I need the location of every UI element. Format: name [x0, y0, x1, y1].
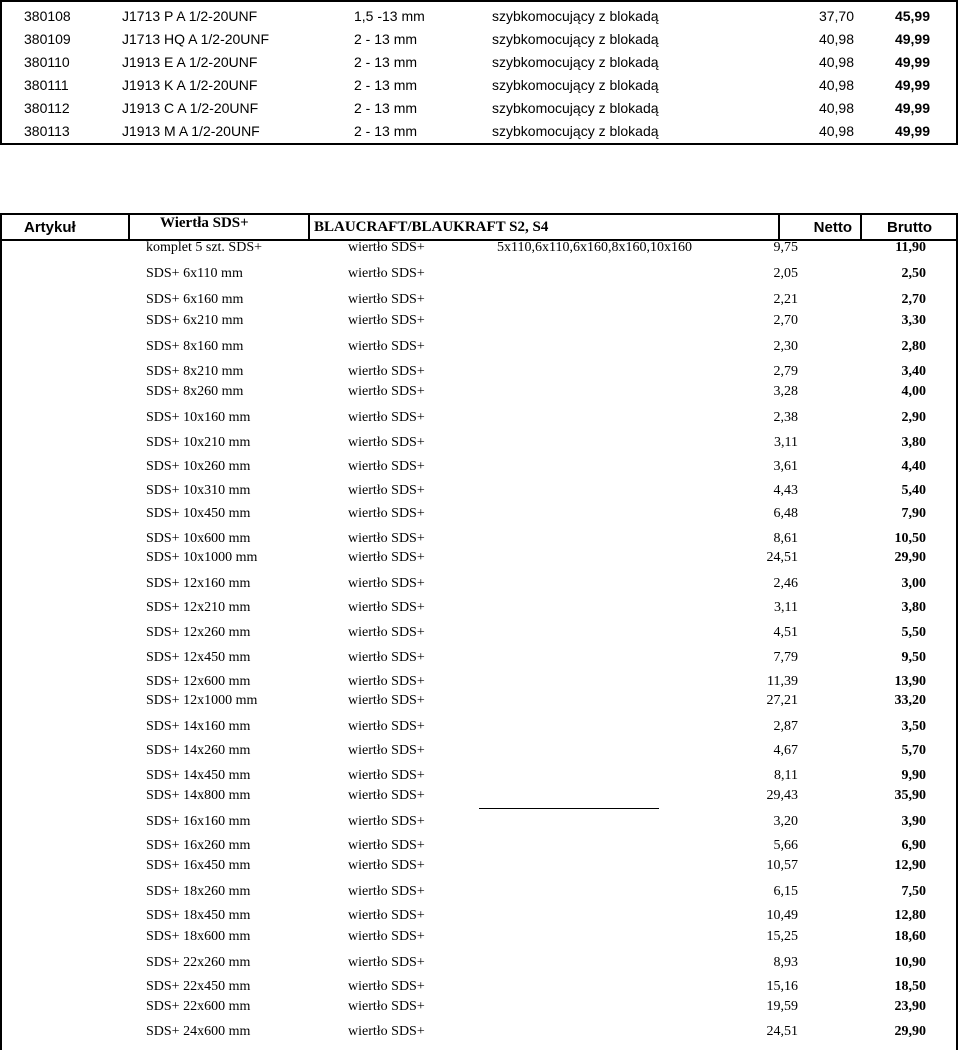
net-price: 40,98 — [818, 123, 854, 139]
product-type: wiertło SDS+ — [348, 625, 425, 640]
table-row — [2, 338, 956, 358]
gross-price: 9,50 — [901, 650, 926, 665]
net-price: 8,93 — [773, 955, 798, 970]
gross-price: 4,00 — [901, 384, 926, 399]
table-header — [2, 215, 956, 241]
table-row — [2, 458, 956, 478]
net-price: 2,46 — [773, 576, 798, 591]
product-type: wiertło SDS+ — [348, 814, 425, 829]
product-name: SDS+ 12x260 mm — [146, 625, 251, 640]
header-brand: BLAUCRAFT/BLAUKRAFT S2, S4 — [314, 219, 549, 235]
column-divider — [778, 215, 780, 239]
product-type: wiertło SDS+ — [348, 459, 425, 474]
product-type: wiertło SDS+ — [348, 955, 425, 970]
model-name: J1913 E A 1/2-20UNF — [122, 54, 258, 70]
net-price: 15,25 — [766, 929, 798, 944]
gross-price: 3,80 — [901, 600, 926, 615]
product-type: wiertło SDS+ — [348, 266, 425, 281]
product-name: SDS+ 16x160 mm — [146, 814, 251, 829]
clamping-range: 1,5 -13 mm — [354, 8, 425, 24]
table-row — [2, 978, 956, 998]
table-row — [2, 692, 956, 712]
gross-price: 49,99 — [894, 54, 930, 70]
product-type: wiertło SDS+ — [348, 410, 425, 425]
product-type: wiertło SDS+ — [348, 384, 425, 399]
gross-price: 11,90 — [895, 240, 926, 255]
article-number: 380108 — [24, 8, 71, 24]
model-name: J1913 C A 1/2-20UNF — [122, 100, 259, 116]
clamping-range: 2 - 13 mm — [354, 31, 418, 47]
table-row — [2, 998, 956, 1018]
net-price: 3,61 — [773, 459, 798, 474]
article-number: 380113 — [24, 123, 70, 139]
product-type: wiertło SDS+ — [348, 550, 425, 565]
net-price: 4,43 — [773, 483, 798, 498]
net-price: 7,79 — [773, 650, 798, 665]
net-price: 2,70 — [773, 313, 798, 328]
chuck-type: szybkomocujący z blokadą — [492, 54, 659, 70]
product-name: SDS+ 10x310 mm — [146, 483, 251, 498]
table-row — [2, 409, 956, 429]
product-name: SDS+ 8x160 mm — [146, 339, 244, 354]
header-brutto: Brutto — [887, 219, 932, 236]
net-price: 9,75 — [773, 240, 798, 255]
gross-price: 29,90 — [894, 1024, 926, 1039]
gross-price: 45,99 — [894, 8, 930, 24]
chuck-price-table — [0, 0, 958, 145]
article-number: 380112 — [24, 100, 70, 116]
clamping-range: 2 - 13 mm — [354, 77, 418, 93]
product-name: SDS+ 6x160 mm — [146, 292, 244, 307]
net-price: 8,11 — [774, 768, 798, 783]
gross-price: 2,80 — [901, 339, 926, 354]
product-type: wiertło SDS+ — [348, 999, 425, 1014]
chuck-type: szybkomocujący z blokadą — [492, 31, 659, 47]
net-price: 3,11 — [774, 435, 798, 450]
product-name: SDS+ 10x160 mm — [146, 410, 251, 425]
table-row — [2, 928, 956, 948]
gross-price: 18,50 — [894, 979, 926, 994]
table-row — [2, 265, 956, 285]
net-price: 27,21 — [766, 693, 798, 708]
table-row — [2, 673, 956, 693]
table-row — [2, 857, 956, 877]
net-price: 10,49 — [766, 908, 798, 923]
table-row — [2, 742, 956, 762]
gross-price: 10,50 — [894, 531, 926, 546]
table-row — [2, 787, 956, 807]
gross-price: 23,90 — [894, 999, 926, 1014]
table-row — [2, 907, 956, 927]
gross-price: 49,99 — [894, 31, 930, 47]
kit-contents: 5x110,6x110,6x160,8x160,10x160 — [497, 240, 692, 255]
net-price: 24,51 — [766, 1024, 798, 1039]
column-divider — [308, 215, 310, 239]
product-name: SDS+ 18x600 mm — [146, 929, 251, 944]
product-type: wiertło SDS+ — [348, 929, 425, 944]
table-row — [2, 312, 956, 332]
product-name: SDS+ 12x160 mm — [146, 576, 251, 591]
net-price: 5,66 — [773, 838, 798, 853]
table-row — [2, 813, 956, 833]
product-type: wiertło SDS+ — [348, 435, 425, 450]
product-name: SDS+ 12x450 mm — [146, 650, 251, 665]
product-name: SDS+ 10x600 mm — [146, 531, 251, 546]
net-price: 4,67 — [773, 743, 798, 758]
table-row — [2, 649, 956, 669]
model-name: J1713 P A 1/2-20UNF — [122, 8, 258, 24]
product-type: wiertło SDS+ — [348, 908, 425, 923]
product-name: SDS+ 8x260 mm — [146, 384, 244, 399]
clamping-range: 2 - 13 mm — [354, 123, 418, 139]
model-name: J1913 K A 1/2-20UNF — [122, 77, 258, 93]
gross-price: 35,90 — [894, 788, 926, 803]
gross-price: 6,90 — [901, 838, 926, 853]
product-type: wiertło SDS+ — [348, 506, 425, 521]
product-type: wiertło SDS+ — [348, 743, 425, 758]
gross-price: 5,70 — [901, 743, 926, 758]
product-type: wiertło SDS+ — [348, 292, 425, 307]
table-row — [2, 505, 956, 525]
table-row — [2, 718, 956, 738]
product-type: wiertło SDS+ — [348, 240, 425, 255]
net-price: 2,30 — [773, 339, 798, 354]
article-number: 380111 — [24, 77, 69, 93]
net-price: 19,59 — [766, 999, 798, 1014]
product-type: wiertło SDS+ — [348, 339, 425, 354]
product-type: wiertło SDS+ — [348, 768, 425, 783]
product-type: wiertło SDS+ — [348, 531, 425, 546]
gross-price: 49,99 — [894, 77, 930, 93]
table-row — [2, 767, 956, 787]
table-row — [2, 1023, 956, 1043]
article-number: 380109 — [24, 31, 71, 47]
product-type: wiertło SDS+ — [348, 693, 425, 708]
header-artykul: Artykuł — [24, 219, 76, 236]
table-row — [2, 383, 956, 403]
gross-price: 3,90 — [901, 814, 926, 829]
gross-price: 7,90 — [901, 506, 926, 521]
gross-price: 13,90 — [894, 674, 926, 689]
product-name: SDS+ 18x450 mm — [146, 908, 251, 923]
table-row — [2, 599, 956, 619]
net-price: 2,05 — [773, 266, 798, 281]
table-row — [2, 120, 958, 143]
product-type: wiertło SDS+ — [348, 719, 425, 734]
product-name: komplet 5 szt. SDS+ — [146, 240, 263, 255]
net-price: 2,21 — [773, 292, 798, 307]
net-price: 6,48 — [773, 506, 798, 521]
product-type: wiertło SDS+ — [348, 674, 425, 689]
gross-price: 2,50 — [901, 266, 926, 281]
product-name: SDS+ 22x450 mm — [146, 979, 251, 994]
product-name: SDS+ 14x800 mm — [146, 788, 251, 803]
chuck-type: szybkomocujący z blokadą — [492, 77, 659, 93]
table-row — [2, 363, 956, 383]
product-name: SDS+ 22x600 mm — [146, 999, 251, 1014]
gross-price: 12,80 — [894, 908, 926, 923]
product-name: SDS+ 12x600 mm — [146, 674, 251, 689]
product-name: SDS+ 14x160 mm — [146, 719, 251, 734]
model-name: J1913 M A 1/2-20UNF — [122, 123, 260, 139]
model-name: J1713 HQ A 1/2-20UNF — [122, 31, 270, 47]
product-name: SDS+ 24x600 mm — [146, 1024, 251, 1039]
gross-price: 10,90 — [894, 955, 926, 970]
clamping-range: 2 - 13 mm — [354, 100, 418, 116]
net-price: 40,98 — [818, 100, 854, 116]
chuck-type: szybkomocujący z blokadą — [492, 123, 659, 139]
gross-price: 29,90 — [894, 550, 926, 565]
table-row — [2, 549, 956, 569]
gross-price: 3,80 — [901, 435, 926, 450]
net-price: 4,51 — [773, 625, 798, 640]
net-price: 2,79 — [773, 364, 798, 379]
gross-price: 3,00 — [901, 576, 926, 591]
table-row — [2, 575, 956, 595]
clamping-range: 2 - 13 mm — [354, 54, 418, 70]
gross-price: 12,90 — [894, 858, 926, 873]
table-row — [2, 291, 956, 311]
net-price: 3,20 — [773, 814, 798, 829]
underline-divider — [479, 808, 659, 809]
product-type: wiertło SDS+ — [348, 1024, 425, 1039]
table-row — [2, 954, 956, 974]
table-row — [2, 97, 958, 120]
net-price: 40,98 — [818, 54, 854, 70]
net-price: 40,98 — [818, 31, 854, 47]
product-type: wiertło SDS+ — [348, 600, 425, 615]
table-row — [2, 624, 956, 644]
column-divider — [860, 215, 862, 239]
chuck-type: szybkomocujący z blokadą — [492, 8, 659, 24]
product-name: SDS+ 6x110 mm — [146, 266, 243, 281]
column-divider — [128, 215, 130, 239]
product-type: wiertło SDS+ — [348, 483, 425, 498]
product-type: wiertło SDS+ — [348, 788, 425, 803]
gross-price: 4,40 — [901, 459, 926, 474]
table-row — [2, 74, 958, 97]
gross-price: 2,70 — [901, 292, 926, 307]
product-name: SDS+ 16x260 mm — [146, 838, 251, 853]
gross-price: 2,90 — [901, 410, 926, 425]
gross-price: 3,50 — [901, 719, 926, 734]
net-price: 15,16 — [766, 979, 798, 994]
gross-price: 9,90 — [901, 768, 926, 783]
product-name: SDS+ 8x210 mm — [146, 364, 244, 379]
product-name: SDS+ 12x1000 mm — [146, 693, 258, 708]
table-row — [2, 5, 958, 28]
table-row — [2, 837, 956, 857]
product-type: wiertło SDS+ — [348, 650, 425, 665]
product-name: SDS+ 14x260 mm — [146, 743, 251, 758]
gross-price: 5,40 — [901, 483, 926, 498]
product-type: wiertło SDS+ — [348, 313, 425, 328]
table-row — [2, 530, 956, 550]
net-price: 24,51 — [766, 550, 798, 565]
gross-price: 33,20 — [894, 693, 926, 708]
table-row — [2, 239, 956, 259]
table-row — [2, 883, 956, 903]
product-name: SDS+ 10x1000 mm — [146, 550, 258, 565]
gross-price: 7,50 — [901, 884, 926, 899]
product-type: wiertło SDS+ — [348, 576, 425, 591]
article-number: 380110 — [24, 54, 70, 70]
product-name: SDS+ 10x260 mm — [146, 459, 251, 474]
net-price: 2,87 — [773, 719, 798, 734]
product-type: wiertło SDS+ — [348, 364, 425, 379]
net-price: 3,28 — [773, 384, 798, 399]
net-price: 6,15 — [773, 884, 798, 899]
net-price: 2,38 — [773, 410, 798, 425]
product-type: wiertło SDS+ — [348, 884, 425, 899]
product-type: wiertło SDS+ — [348, 979, 425, 994]
drill-price-table — [0, 213, 958, 1050]
product-name: SDS+ 10x210 mm — [146, 435, 251, 450]
product-name: SDS+ 18x260 mm — [146, 884, 251, 899]
product-type: wiertło SDS+ — [348, 858, 425, 873]
table-row — [2, 434, 956, 454]
net-price: 29,43 — [766, 788, 798, 803]
chuck-type: szybkomocujący z blokadą — [492, 100, 659, 116]
gross-price: 5,50 — [901, 625, 926, 640]
product-name: SDS+ 6x210 mm — [146, 313, 244, 328]
table-row — [2, 28, 958, 51]
net-price: 3,11 — [774, 600, 798, 615]
product-type: wiertło SDS+ — [348, 838, 425, 853]
gross-price: 3,30 — [901, 313, 926, 328]
product-name: SDS+ 12x210 mm — [146, 600, 251, 615]
table-row — [2, 51, 958, 74]
net-price: 10,57 — [766, 858, 798, 873]
gross-price: 49,99 — [894, 123, 930, 139]
gross-price: 49,99 — [894, 100, 930, 116]
product-name: SDS+ 22x260 mm — [146, 955, 251, 970]
gross-price: 18,60 — [894, 929, 926, 944]
gross-price: 3,40 — [901, 364, 926, 379]
header-product-name: Wiertła SDS+ — [160, 215, 249, 231]
net-price: 11,39 — [767, 674, 798, 689]
net-price: 40,98 — [818, 77, 854, 93]
table-row — [2, 482, 956, 502]
product-name: SDS+ 14x450 mm — [146, 768, 251, 783]
net-price: 37,70 — [818, 8, 854, 24]
net-price: 8,61 — [773, 531, 798, 546]
product-name: SDS+ 10x450 mm — [146, 506, 251, 521]
header-netto: Netto — [813, 219, 852, 236]
product-name: SDS+ 16x450 mm — [146, 858, 251, 873]
